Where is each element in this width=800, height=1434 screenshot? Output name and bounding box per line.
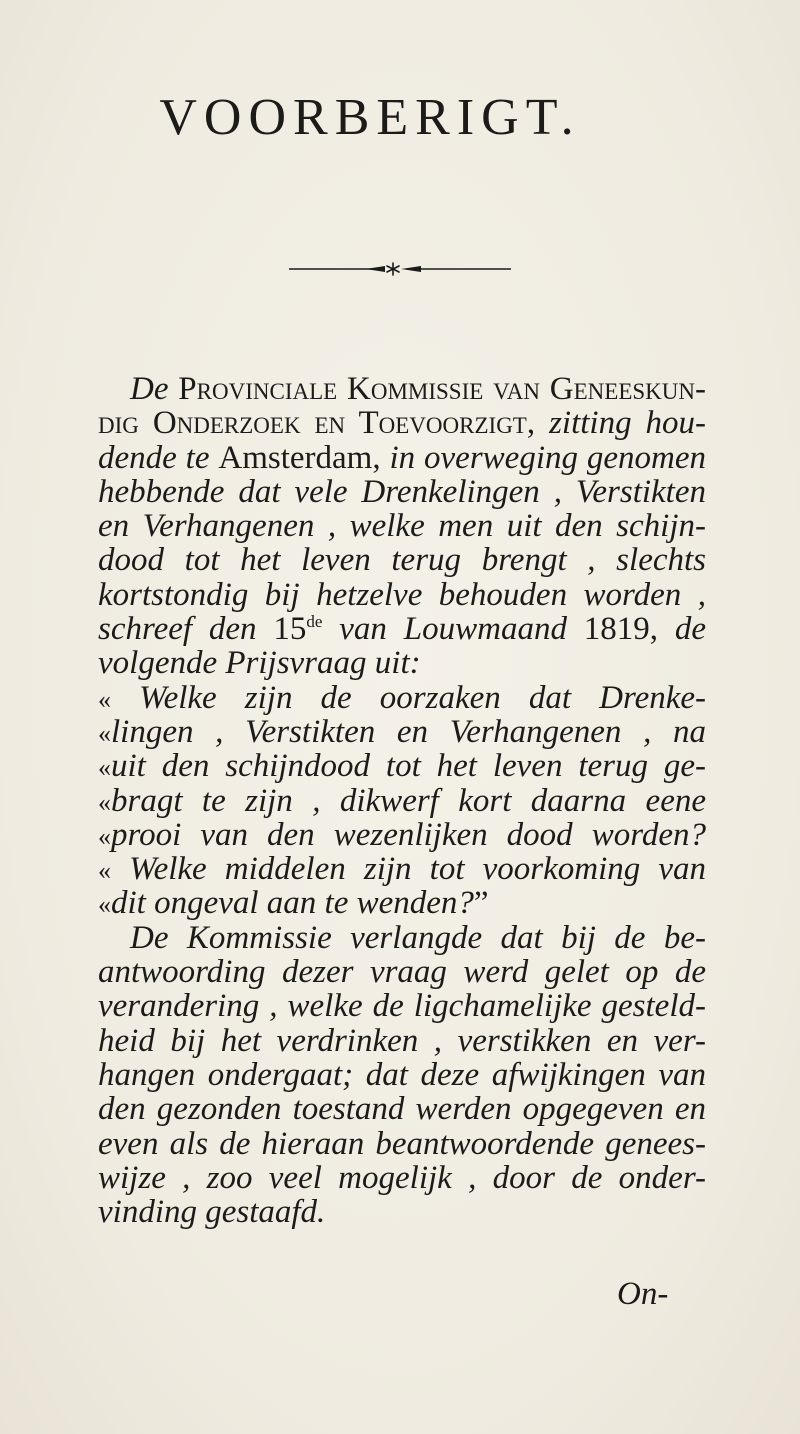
paragraph-line: De Provinciale Kommissie van Geneeskun- (130, 371, 706, 407)
catchword: On- (617, 1276, 669, 1312)
paragraph-line: den gezonden toestand werden opgegeven en (98, 1091, 706, 1128)
paragraph-line: en Verhangenen , welke men uit den schijn- (98, 508, 706, 545)
quote-line: « Welke middelen zijn tot voorkoming van (98, 851, 706, 888)
paragraph-line: schreef den 15de van Louwmaand 1819, de (98, 611, 707, 648)
quote-line: «prooi van den wezenlijken dood worden? (98, 816, 706, 853)
paragraph-line: heid bij het verdrinken , verstikken en ver- (98, 1022, 706, 1059)
paragraph-line: De Kommissie verlangde dat bij de be- (130, 919, 706, 956)
paragraph-line: verandering , welke de ligchamelijke gesteld- (98, 988, 706, 1025)
paragraph-line: dig Onderzoek en Toevoorzigt, zitting hou- (98, 405, 707, 442)
quote-line: « Welke zijn de oorzaken dat Drenke- (98, 679, 707, 716)
paragraph-line: antwoording dezer vraag werd gelet op de (98, 954, 706, 991)
paragraph-line: hangen ondergaat; dat deze afwijkingen van (98, 1056, 706, 1093)
paragraph-line: wijze , zoo veel mogelijk , door de onder- (98, 1159, 706, 1196)
quote-line: «lingen , Verstikten en Verhangenen , na (98, 713, 706, 750)
paragraph-line: dende te Amsterdam, in overweging genomen (98, 439, 707, 476)
ornament-divider (289, 262, 511, 276)
quote-line: «bragt te zijn , dikwerf kort daarna eene (98, 782, 706, 819)
quote-line: «dit ongeval aan te wenden?” (98, 885, 489, 922)
page-heading: VOORBERIGT. (159, 89, 581, 146)
paragraph-line: volgende Prijsvraag uit: (98, 645, 421, 682)
paragraph-line: even als de hieraan beantwoordende genees- (98, 1125, 706, 1162)
body-text (98, 372, 706, 1229)
paragraph-line: vinding gestaafd. (98, 1194, 326, 1231)
paragraph-line: kortstondig bij hetzelve behouden worden , (98, 576, 706, 613)
quote-line: «uit den schijndood tot het leven terug ge- (98, 748, 706, 785)
paragraph-line: dood tot het leven terug brengt , slechts (98, 542, 706, 579)
paragraph-line: hebbende dat vele Drenkelingen , Verstikten (98, 473, 706, 510)
